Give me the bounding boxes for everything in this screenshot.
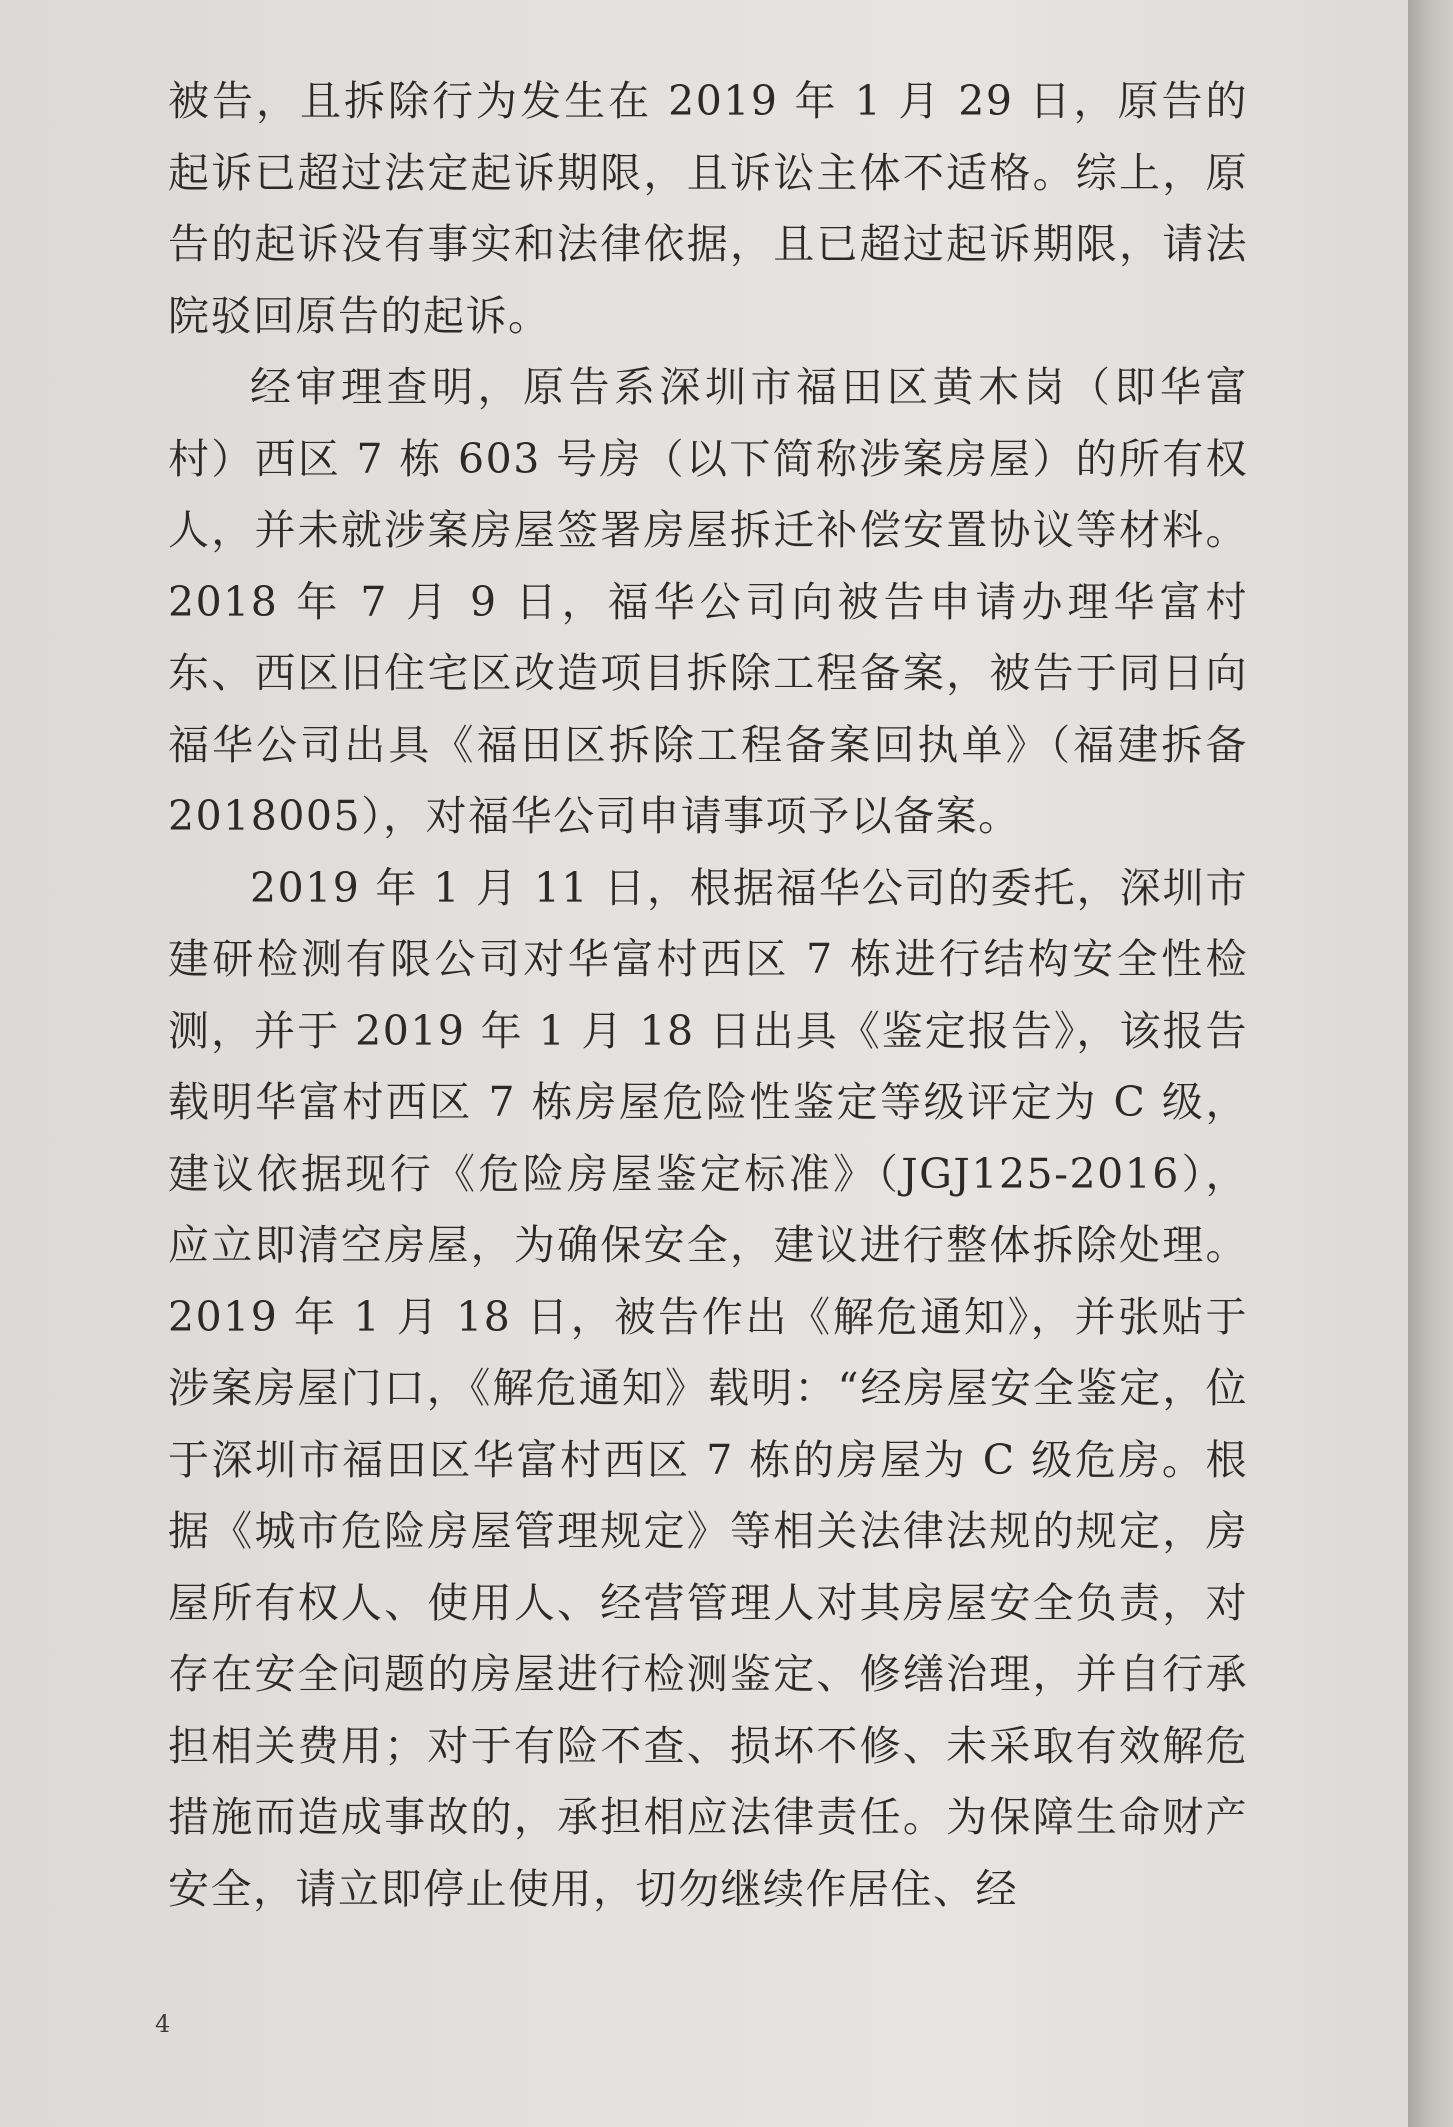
document-body [168, 66, 1248, 1925]
paragraph-3: 2019 年 1 月 11 日，根据福华公司的委托，深圳市建研检测有限公司对华富村西区 7 栋进行结构安全性检测，并于 2019 年 1 月 18 日出具《鉴定报告》，该报告载明华富村西区 7 栋房屋危险性鉴定等级评定为 C 级，建议依据现行《危险房屋鉴定标准》（JGJ125-2016），应立即清空房屋，为确保安全，建议进行整体拆除处理。2019 年 1 月 18 日，被告作出《解危通知》，并张贴于涉案房屋门口，《解危通知》载明：“经房屋安全鉴定，位于深圳市福田区华富村西区 7 栋的房屋为 C 级危房。根据《城市危险房屋管理规定》等相关法律法规的规定，房屋所有权人、使用人、经营管理人对其房屋安全负责，对存在安全问题的房屋进行检测鉴定、修缮治理，并自行承担相关费用；对于有险不查、损坏不修、未采取有效解危措施而造成事故的，承担相应法律责任。为保障生命财产安全，请立即停止使用，切勿继续作居住、经 [168, 863, 1248, 1913]
page-edge [1408, 0, 1453, 2127]
paragraph-2: 经审理查明，原告系深圳市福田区黄木岗（即华富村）西区 7 栋 603 号房（以下简称涉案房屋）的所有权人，并未就涉案房屋签署房屋拆迁补偿安置协议等材料。2018 年 7 月 9 日，福华公司向被告申请办理华富村东、西区旧住宅区改造项目拆除工程备案，被告于同日向福华公司出具《福田区拆除工程备案回执单》（福建拆备 2018005），对福华公司申请事项予以备案。 [168, 363, 1248, 840]
page-number: 4 [155, 2010, 171, 2038]
paragraph-1: 被告，且拆除行为发生在 2019 年 1 月 29 日，原告的起诉已超过法定起诉期限，且诉讼主体不适格。综上，原告的起诉没有事实和法律依据，且已超过起诉期限，请法院驳回原告的起诉。 [168, 77, 1248, 340]
